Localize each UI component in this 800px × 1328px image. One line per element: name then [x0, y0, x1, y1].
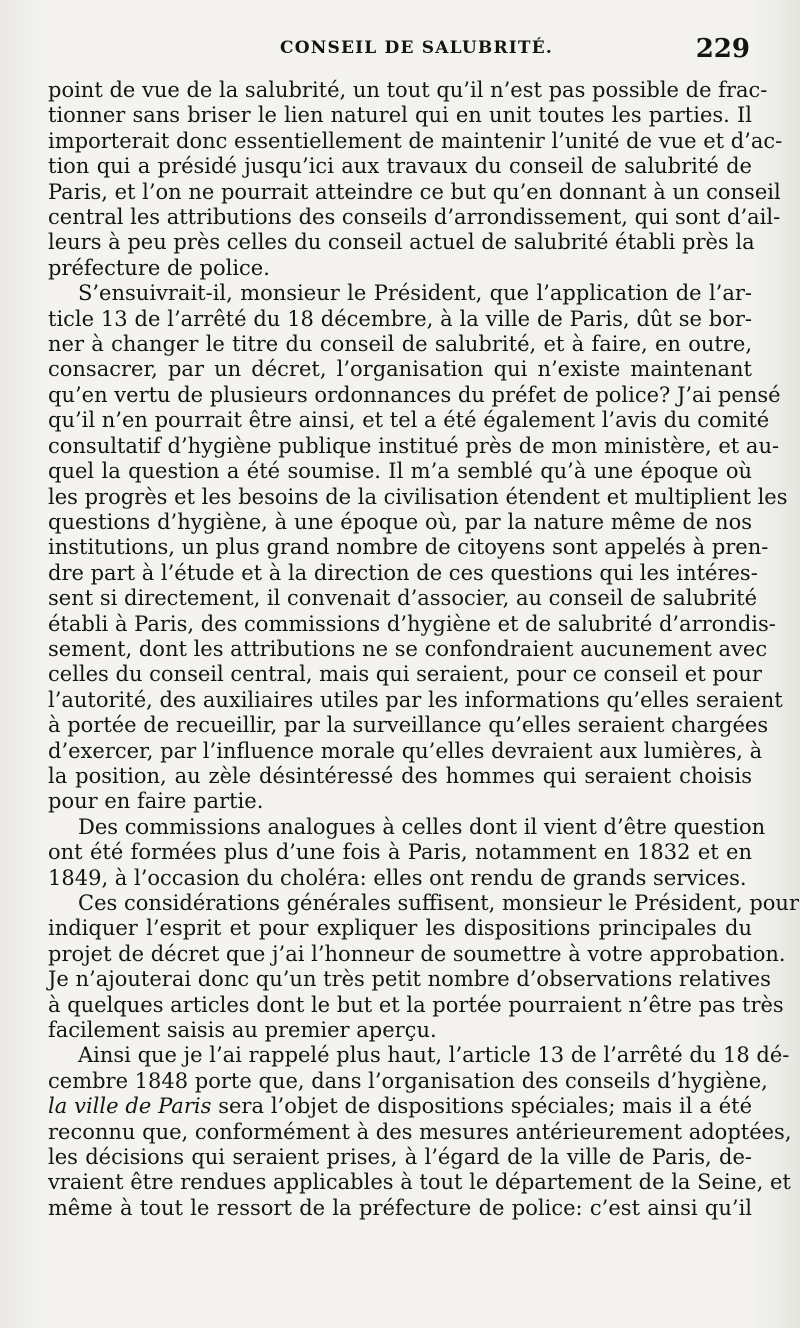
text-line: indiquer l’esprit et pour expliquer les dispositions principales du [48, 916, 752, 941]
text-line: cembre 1848 porte que, dans l’organisation des conseils d’hygiène, [48, 1068, 768, 1093]
text-line: dre part à l’étude et à la direction de ces questions qui les intéres- [48, 560, 758, 585]
text-line: Des commissions analogues à celles dont il vient d’être question [78, 814, 766, 839]
text-line: à portée de recueillir, par la surveillance qu’elles seraient chargées [48, 713, 769, 738]
text-line: ticle 13 de l’arrêté du 18 décembre, à la ville de Paris, dût se bor- [48, 306, 752, 331]
text-line: S’ensuivrait-il, monsieur le Président, que l’application de l’ar- [78, 281, 752, 306]
text-line: sent si directement, il convenait d’associer, au conseil de salubrité [48, 586, 758, 611]
text-line: même à tout le ressort de la préfecture de police: c’est ainsi qu’il [48, 1195, 752, 1220]
text-line: établi à Paris, des commissions d’hygiène et de salubrité d’arrondis- [48, 611, 776, 636]
text-line: projet de décret que j’ai l’honneur de soumettre à votre approbation. [48, 941, 786, 966]
text-line: qu’en vertu de plusieurs ordonnances du préfet de police? J’ai pensé [48, 382, 781, 407]
body-text [48, 78, 799, 1221]
text-line: préfecture de police. [48, 255, 270, 280]
text-line: facilement saisis au premier aperçu. [48, 1018, 437, 1043]
text-line: tionner sans briser le lien naturel qui en unit toutes les parties. Il [48, 103, 752, 128]
text-line: tion qui a présidé jusqu’ici aux travaux du conseil de salubrité de [48, 154, 752, 179]
text-line: consultatif d’hygiène publique institué près de mon ministère, et au- [48, 433, 780, 458]
text-line: central les attributions des conseils d’arrondissement, qui sont d’ail- [48, 205, 781, 230]
text-line: la position, au zèle désintéressé des hommes qui seraient choisis [48, 763, 752, 788]
text-line: questions d’hygiène, à une époque où, par la nature même de nos [48, 509, 752, 534]
text-line: les progrès et les besoins de la civilisation étendent et multiplient les [48, 484, 788, 509]
text-line: Je n’ajouterai donc qu’un très petit nombre d’observations relatives [48, 967, 771, 992]
text-line: à quelques articles dont le but et la portée pourraient n’être pas très [48, 992, 784, 1017]
text-line: qu’il n’en pourrait être ainsi, et tel a été également l’avis du comité [48, 408, 770, 433]
text-line: quel la question a été soumise. Il m’a semblé qu’à une époque où [48, 459, 752, 484]
text-line: la ville de Paris sera l’objet de dispositions spéciales; mais il a été [48, 1094, 752, 1119]
text-line: vraient être rendues applicables à tout le département de la Seine, et [48, 1170, 791, 1195]
text-line: leurs à peu près celles du conseil actuel de salubrité établi près la [48, 230, 755, 255]
text-line: institutions, un plus grand nombre de citoyens sont appelés à pren- [48, 535, 769, 560]
text-line: les décisions qui seraient prises, à l’égard de la ville de Paris, de- [48, 1145, 752, 1170]
text-line: importerait donc essentiellement de maintenir l’unité de vue et d’ac- [48, 128, 783, 153]
page-header [48, 34, 750, 74]
text-line: l’autorité, des auxiliaires utiles par les informations qu’elles seraient [48, 687, 783, 712]
text-line: pour en faire partie. [48, 789, 264, 814]
text-line: sement, dont les attributions ne se confondraient aucunement avec [48, 636, 768, 661]
page-number: 229 [695, 34, 750, 64]
text-line: 1849, à l’occasion du choléra: elles ont rendu de grands services. [48, 865, 747, 890]
text-line: Paris, et l’on ne pourrait atteindre ce but qu’en donnant à un conseil [48, 179, 781, 204]
text-line: d’exercer, par l’influence morale qu’elles devraient aux lumières, à [48, 738, 763, 763]
text-line: ont été formées plus d’une fois à Paris, notamment en 1832 et en [48, 840, 752, 865]
text-line: Ces considérations générales suffisent, monsieur le Président, pour [78, 891, 799, 915]
text-line: celles du conseil central, mais qui seraient, pour ce conseil et pour [48, 662, 762, 687]
text-line: Ainsi que je l’ai rappelé plus haut, l’article 13 de l’arrêté du 18 dé- [78, 1043, 790, 1068]
running-title: CONSEIL DE SALUBRITÉ. [280, 38, 554, 58]
text-line: ner à changer le titre du conseil de salubrité, et à faire, en outre, [48, 332, 752, 357]
text-line: reconnu que, conformément à des mesures antérieurement adoptées, [48, 1119, 792, 1144]
text-line: consacrer, par un décret, l’organisation qui n’existe maintenant [48, 357, 752, 382]
text-line: point de vue de la salubrité, un tout qu’il n’est pas possible de frac- [48, 78, 768, 102]
